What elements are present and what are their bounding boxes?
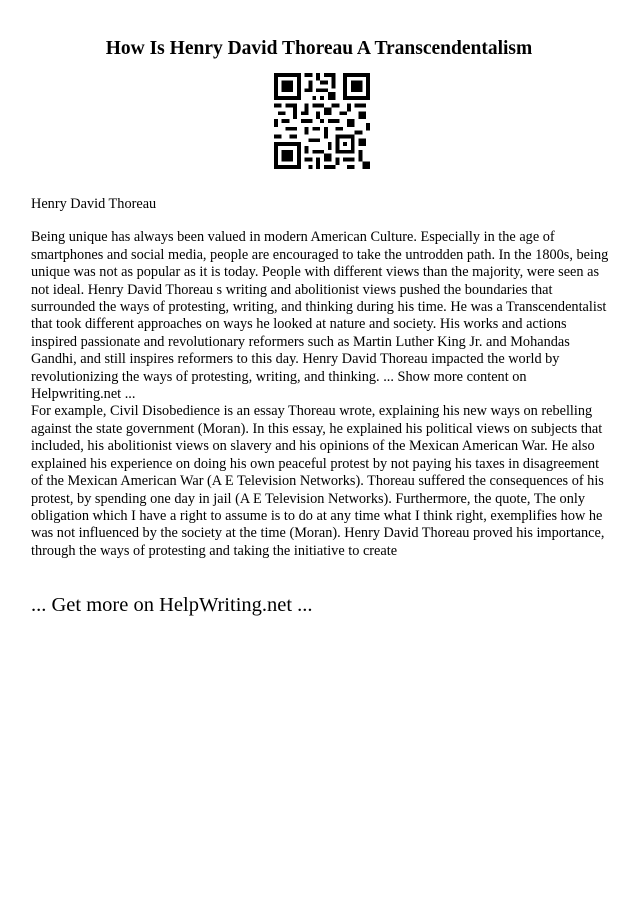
document-body (31, 196, 611, 560)
body-paragraph: Being unique has always been valued in modern American Culture. Especially in the age of smartphones and social media, people are encouraged to take the untrodden path. In the 1800s, being unique was not as popular as it is today. People with different views than the majority, were seen as not ideal. Henry David Thoreau s writing and abolitionist views pushed the boundaries that surrounded the ways of protesting, writing, and thinking during his time. He was a Transcendentalist that took different approaches on ways he looked at nature and society. His works and actions inspired passionate and revolutionary reformers such as Martin Luther King Jr. and Mohandas Gandhi, and still inspires reformers to this day. Henry David Thoreau impacted the world by revolutionizing the ways of protesting, writing, and thinking. ... Show more content on Helpwriting.net ... (31, 229, 609, 403)
author-name: Henry David Thoreau (31, 196, 157, 212)
page-title: How Is Henry David Thoreau A Transcendentalism (105, 38, 533, 59)
get-more-link[interactable]: ... Get more on HelpWriting.net ... (31, 594, 313, 616)
body-paragraph: For example, Civil Disobedience is an essay Thoreau wrote, explaining his new ways on rebelling against the state government (Moran). In this essay, he explained his political views on subjects that included, his abolitionist views on slavery and his opinions of the Mexican American War. He also explained his experience on doing his own peaceful protest by not paying his taxes in disagreement of the Mexican American War (A E Television Networks). Thoreau suffered the consequences of his protest, by spending one day in jail (A E Television Networks). Furthermore, the quote, The only obligation which I have a right to assume is to do at any time what I think right, exemplifies how he was not influenced by the society at the time (Moran). Henry David Thoreau proved his importance, through the ways of protesting and taking the initiative to create (31, 403, 605, 559)
qr-code-icon (274, 73, 370, 169)
